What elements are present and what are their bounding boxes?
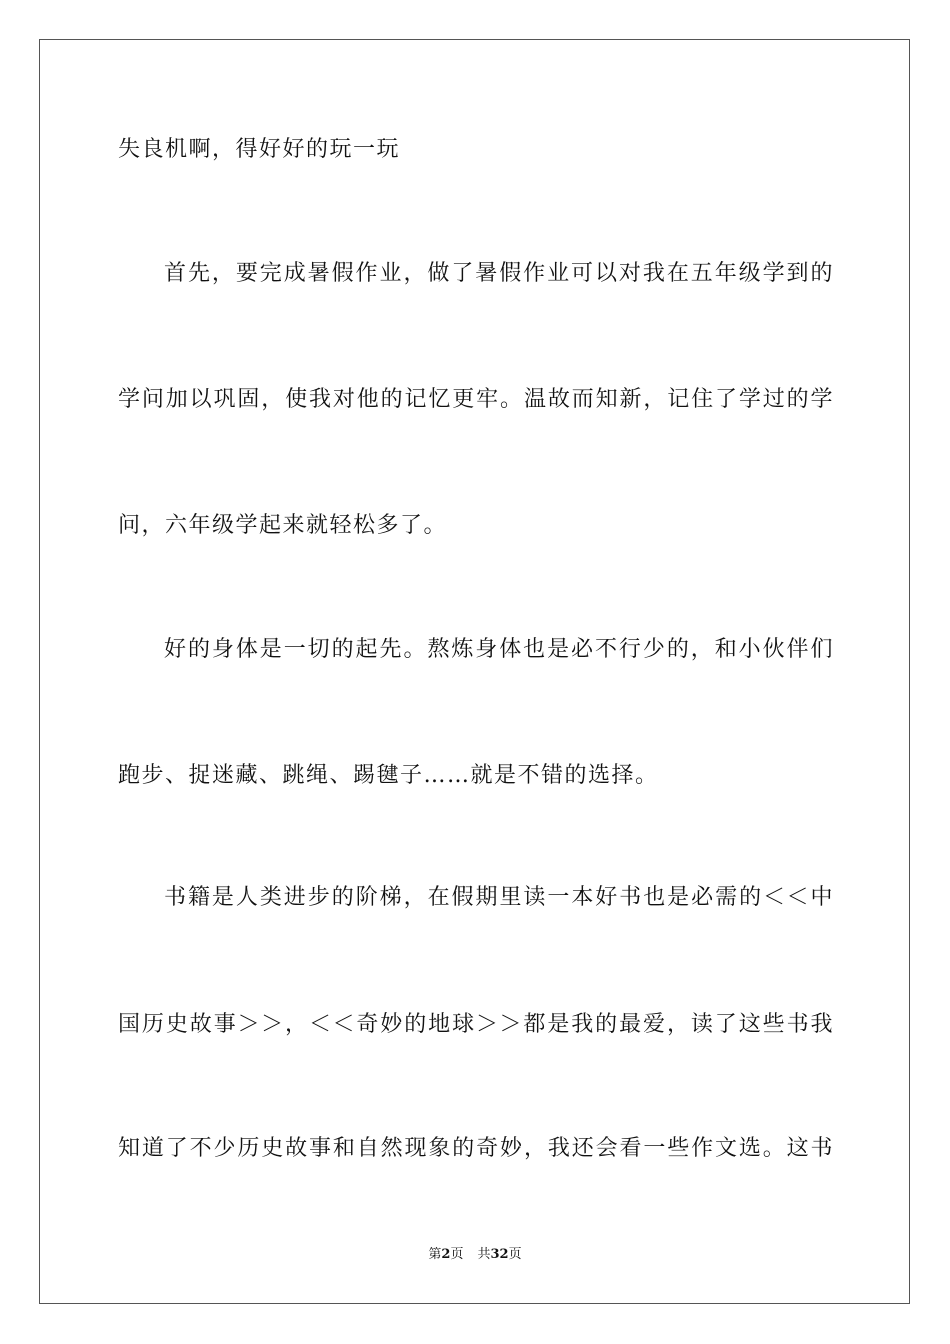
text-line-9: 知道了不少历史故事和自然现象的奇妙，我还会看一些作文选。这书 bbox=[118, 1136, 834, 1161]
page-suffix: 页 bbox=[450, 1247, 464, 1262]
text-line-4: 问，六年级学起来就轻松多了。 bbox=[118, 513, 448, 538]
text-line-2: 首先，要完成暑假作业，做了暑假作业可以对我在五年级学到的 bbox=[164, 261, 834, 286]
text-line-3: 学问加以巩固，使我对他的记忆更牢。温故而知新，记住了学过的学 bbox=[118, 387, 834, 412]
page-footer bbox=[0, 1246, 950, 1264]
text-line-6: 跑步、捉迷藏、跳绳、踢毽子……就是不错的选择。 bbox=[118, 763, 659, 788]
total-prefix: 共 bbox=[477, 1247, 491, 1262]
text-line-1: 失良机啊，得好好的玩一玩 bbox=[118, 137, 401, 162]
page-frame bbox=[39, 39, 910, 1304]
text-line-8: 国历史故事＞＞，＜＜奇妙的地球＞＞都是我的最爱，读了这些书我 bbox=[118, 1012, 834, 1037]
text-line-5: 好的身体是一切的起先。熬炼身体也是必不行少的，和小伙伴们 bbox=[164, 637, 834, 662]
page-prefix: 第 bbox=[428, 1247, 442, 1262]
total-pages: 32 bbox=[490, 1247, 509, 1262]
page-number: 2 bbox=[441, 1247, 451, 1262]
text-line-7: 书籍是人类进步的阶梯，在假期里读一本好书也是必需的＜＜中 bbox=[164, 885, 834, 910]
total-suffix: 页 bbox=[508, 1247, 522, 1262]
